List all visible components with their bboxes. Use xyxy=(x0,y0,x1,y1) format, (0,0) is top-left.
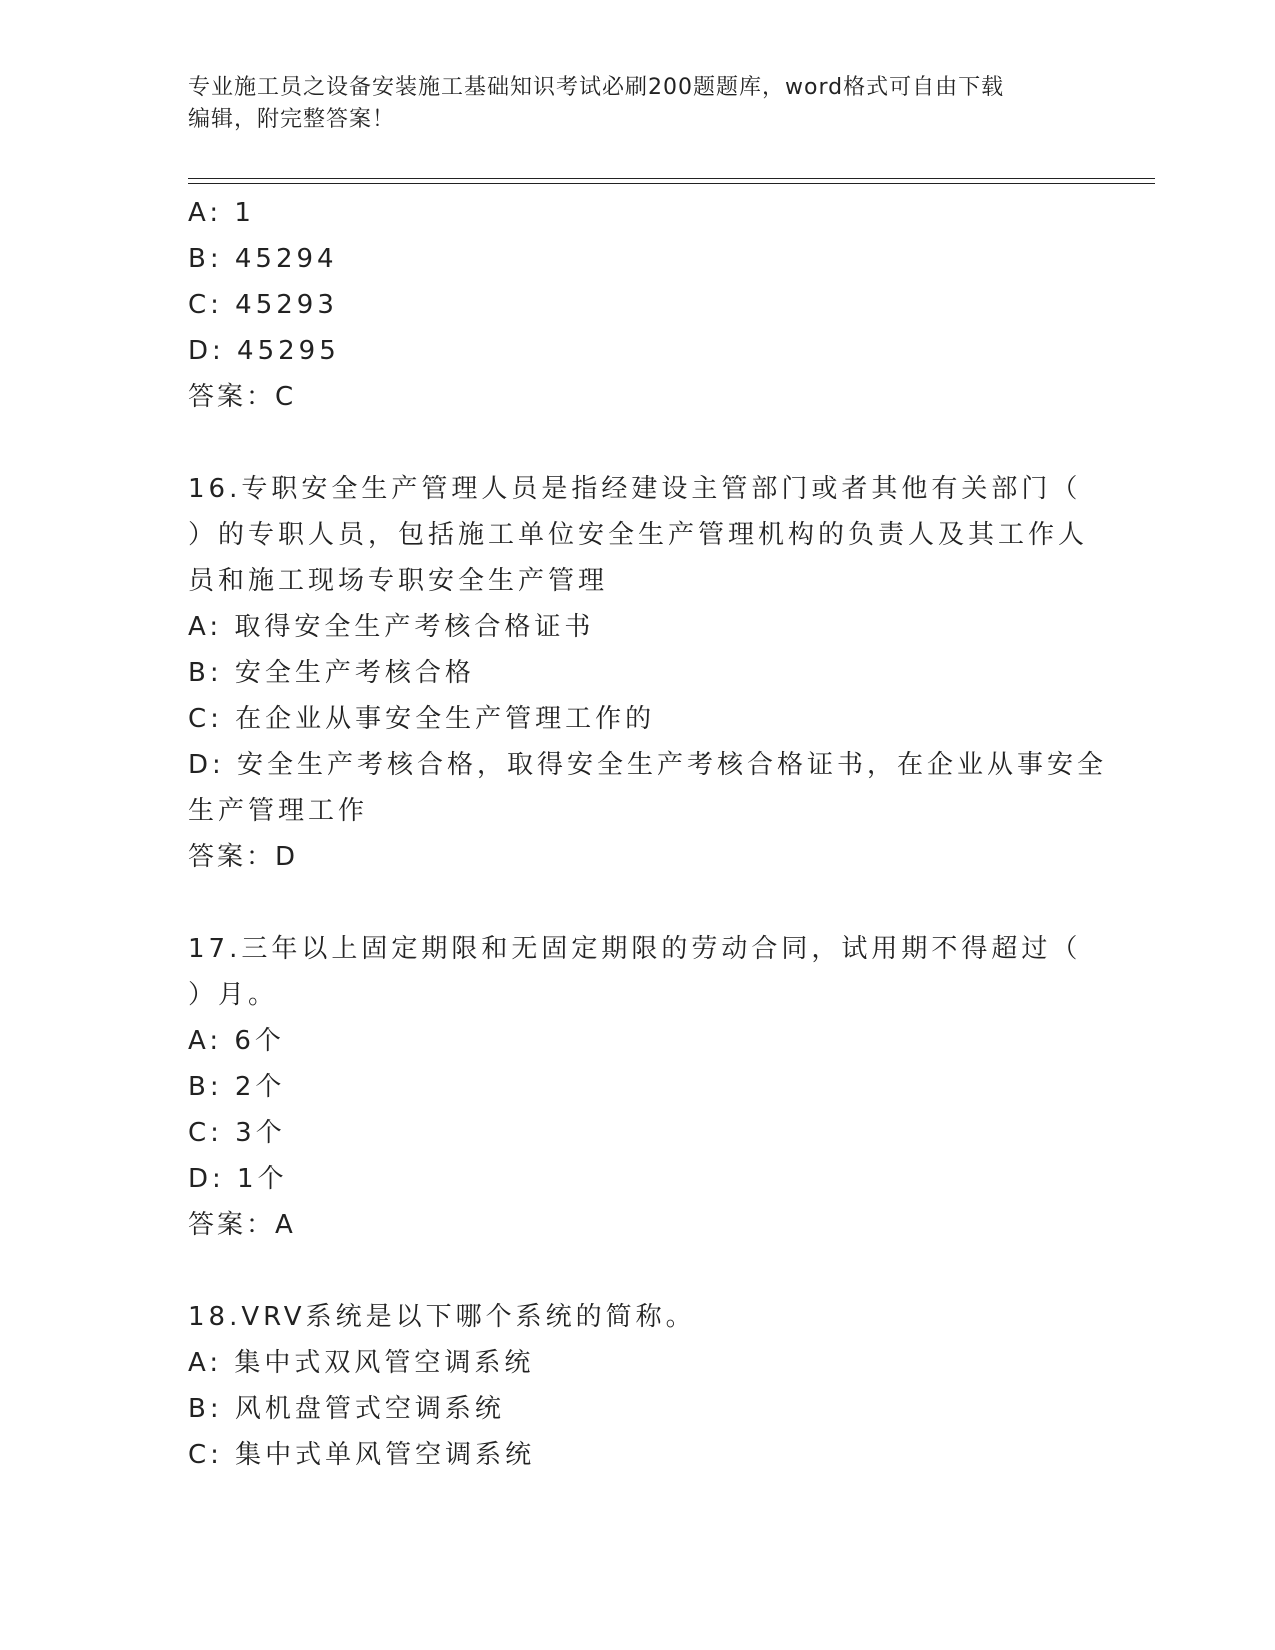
header-title-line-2: 编辑，附完整答案！ xyxy=(188,107,396,132)
option-d: D: 1个 xyxy=(188,1164,288,1194)
option-c: C: 45293 xyxy=(188,290,338,320)
question-content xyxy=(188,190,1108,1478)
answer-label: 答案：D xyxy=(188,842,299,872)
question-stem-line: ）月。 xyxy=(188,980,279,1010)
option-c: C: 集中式单风管空调系统 xyxy=(188,1440,536,1470)
option-d: D: 安全生产考核合格，取得安全生产考核合格证书，在企业从事安全 xyxy=(188,750,1108,780)
option-b: B: 45294 xyxy=(188,244,338,274)
option-b: B: 安全生产考核合格 xyxy=(188,658,475,688)
question-stem-line: 员和施工现场专职安全生产管理 xyxy=(188,566,609,596)
question-16 xyxy=(188,466,1108,880)
option-a: A: 1 xyxy=(188,198,255,228)
question-stem-line: 16.专职安全生产管理人员是指经建设主管部门或者其他有关部门（ xyxy=(188,474,1082,504)
option-d-continued: 生产管理工作 xyxy=(188,796,369,826)
option-a: A: 集中式双风管空调系统 xyxy=(188,1348,535,1378)
question-17 xyxy=(188,926,1088,1248)
question-15 xyxy=(188,190,1088,420)
option-c: C: 在企业从事安全生产管理工作的 xyxy=(188,704,656,734)
header-divider-bottom xyxy=(188,183,1155,184)
option-a: A: 取得安全生产考核合格证书 xyxy=(188,612,595,642)
option-c: C: 3个 xyxy=(188,1118,286,1148)
header-divider-top xyxy=(188,178,1155,179)
question-stem-line: 17.三年以上固定期限和无固定期限的劳动合同，试用期不得超过（ xyxy=(188,934,1082,964)
option-a: A: 6个 xyxy=(188,1026,285,1056)
header-title-line-1: 专业施工员之设备安装施工基础知识考试必刷200题题库，word格式可自由下载 xyxy=(188,75,1005,100)
question-stem-line: ）的专职人员，包括施工单位安全生产管理机构的负责人及其工作人 xyxy=(188,520,1089,550)
option-b: B: 2个 xyxy=(188,1072,286,1102)
option-d: D: 45295 xyxy=(188,336,340,366)
answer-label: 答案：A xyxy=(188,1210,296,1240)
document-header xyxy=(188,72,1088,136)
question-stem-line: 18.VRV系统是以下哪个系统的简称。 xyxy=(188,1302,696,1332)
answer-label: 答案：C xyxy=(188,382,297,412)
option-b: B: 风机盘管式空调系统 xyxy=(188,1394,505,1424)
question-18 xyxy=(188,1294,1088,1478)
